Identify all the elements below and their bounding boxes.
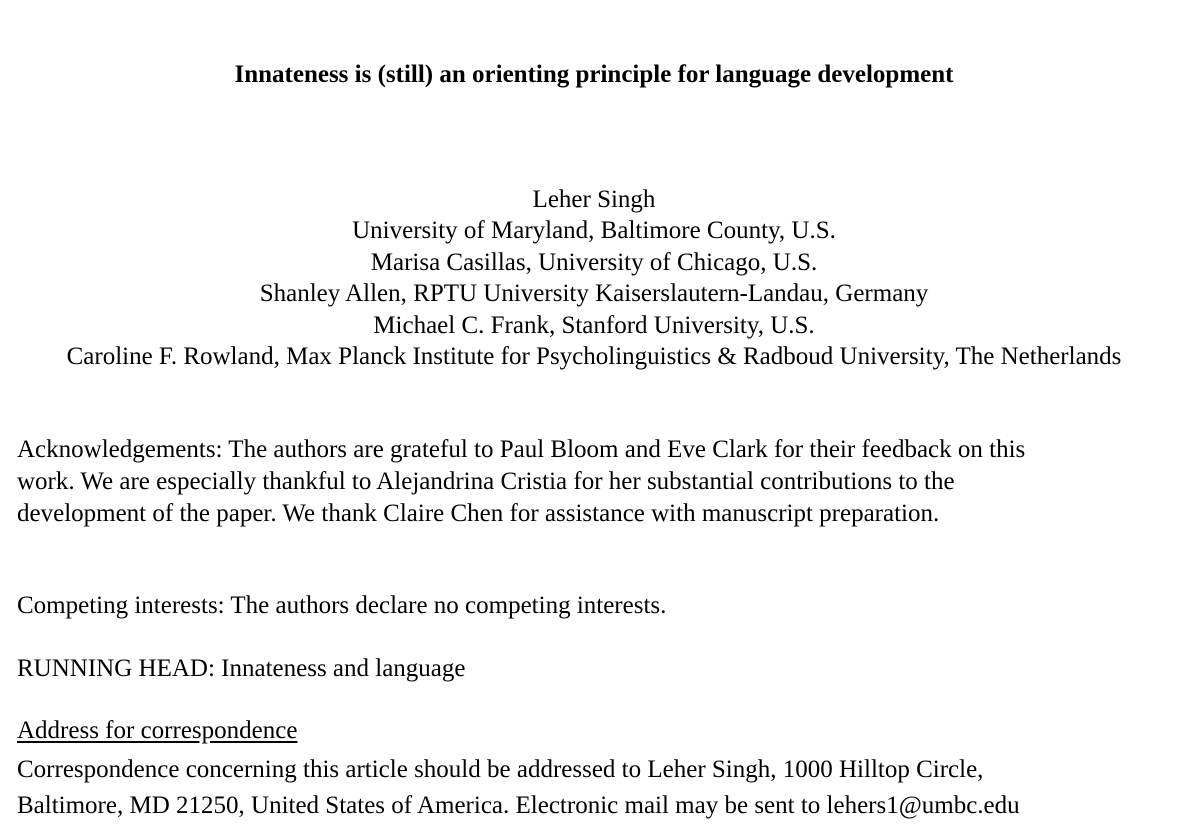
correspondence-line: Correspondence concerning this article should be addressed to Leher Singh, 1000 Hilltop Circle, <box>17 756 984 783</box>
author-block <box>0 184 1188 372</box>
author-line: Michael C. Frank, Stanford University, U.S. <box>373 311 815 339</box>
correspondence-heading: Address for correspondence <box>17 717 298 744</box>
author-name: Leher Singh <box>532 186 656 213</box>
author-line: Shanley Allen, RPTU University Kaiserslautern-Landau, Germany <box>259 280 929 308</box>
paper-title: Innateness is (still) an orienting principle for language development <box>234 61 954 88</box>
competing-interests: Competing interests: The authors declare no competing interests. <box>17 592 667 619</box>
running-head: RUNNING HEAD: Innateness and language <box>17 655 466 682</box>
correspondence-line: Baltimore, MD 21250, United States of America. Electronic mail may be sent to lehers1@umbc.edu <box>17 792 1020 819</box>
acknowledgements-line: work. We are especially thankful to Alejandrina Cristia for her substantial contributions to the <box>17 468 955 495</box>
author-affiliation: University of Maryland, Baltimore County, U.S. <box>352 217 836 245</box>
author-line: Caroline F. Rowland, Max Planck Institute for Psycholinguistics & Radboud University, The Netherlands <box>66 343 1122 371</box>
acknowledgements-line: development of the paper. We thank Claire Chen for assistance with manuscript preparation. <box>17 500 940 527</box>
author-line: Marisa Casillas, University of Chicago, U.S. <box>370 248 818 276</box>
acknowledgements-paragraph <box>17 434 1187 530</box>
correspondence-paragraph <box>17 752 1187 824</box>
acknowledgements-line: Acknowledgements: The authors are grateful to Paul Bloom and Eve Clark for their feedback on this <box>17 436 1026 463</box>
